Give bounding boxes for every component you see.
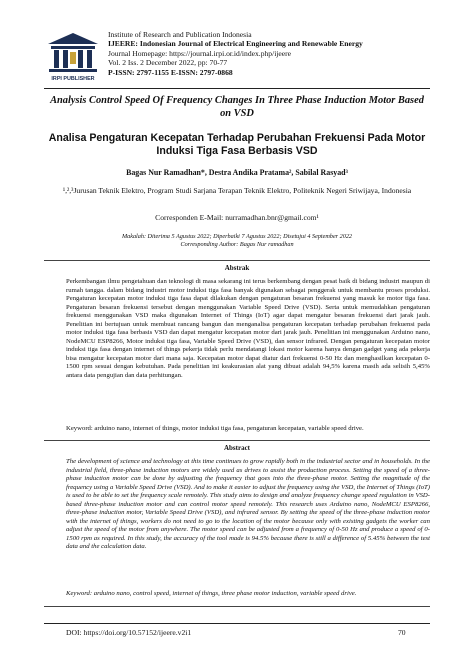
header-divider <box>44 88 430 89</box>
abstract-heading: Abstract <box>223 444 251 452</box>
journal-name: IJEERE: Indonesian Journal of Electrical Engineering and Renewable Energy <box>108 39 363 49</box>
abstract-bottom-rule <box>44 606 430 607</box>
doi-line <box>66 628 191 637</box>
doi-label: DOI: <box>66 628 84 637</box>
received-dates: Makalah: Diterima 5 Agustus 2022; Diperbaiki 7 Agustus 2022; Disetujui 4 September 2022 <box>121 233 353 240</box>
abstrak-keywords: Keyword: arduino nano, internet of things, motor induksi tiga fasa, pengaturan kecepatan, variable speed drive. <box>66 425 364 432</box>
irpi-publisher-logo <box>44 30 102 84</box>
title-indonesian: Analisa Pengaturan Kecepatan Terhadap Perubahan Frekuensi Pada Motor Induksi Tiga Fasa Berbasis VSD <box>48 132 426 157</box>
page-number: 70 <box>398 628 406 637</box>
title-english: Analysis Control Speed Of Frequency Changes In Three Phase Induction Motor Based on VSD <box>50 95 424 119</box>
corresponding-author: Corresponding Author: Bagas Nur ramadhan <box>180 241 294 248</box>
abstrak-heading: Abstrak <box>224 264 250 272</box>
corresponding-email: Corresponden E-Mail: nurramadhan.bnr@gmail.com¹ <box>155 213 319 222</box>
abstrak-top-rule <box>44 260 430 261</box>
footer-divider <box>44 623 430 624</box>
author-list: Bagas Nur Ramadhan*, Destra Andika Pratama², Sabilal Rasyad³ <box>126 168 348 177</box>
volume-info: Vol. 2 Iss. 2 December 2022, pp: 70-77 <box>108 58 228 68</box>
issn-info: P-ISSN: 2797-1155 E-ISSN: 2797-0868 <box>108 67 233 77</box>
abstract-body: The development of science and technology at this time continues to grow rapidly both in the industrial sector and in households. In the industrial field, three-phase induction motors are widely used as drives to assist the production process. Setting the speed of a three-phase induction motor can be done by adjusting the frequency that goes into the three-phase motor. Setting the magnitude of the frequency using a Variable Speed Drive (VSD). And to make it easier to adjust the frequency using the VSD, the Internet of Things (IoT) is used to be able to set the frequency scale remotely. This study aims to design and analyze frequency change speed regulation in VSD-based three-phase induction motor and can control motor speed remotely. This research uses Arduino nano, NodeMCU ESP8266, three-phase induction motor, Variable Speed Drive (VSD), and infrared sensor. By setting the speed of the three-phase induction motor with the internet of things, workers do not need to go to the location of the motor because only with existing gadgets the worker can adjust the speed of the motor from anywhere. The motor speed can be adjusted from a frequency of 0-50 Hz and produce a speed of 0-1500 rpm as required. In this study, the accuracy of the tool made is 94.5% because there is still a difference of 5.45% between the test data and the calculation data. <box>66 458 430 550</box>
abstrak-body: Perkembangan ilmu pengetahuan dan teknologi di masa sekarang ini terus berkembang dengan pesat baik di bidang industri maupun di rumah tangga. dalam bidang industri motor induksi tiga fasa banyak digunakan sebagai penggerak untuk membantu proses produksi. Pengaturan kecepatan motor induksi tiga fasa dapat dilakukan dengan pengaturan besaran frekuensi yang masuk ke motor tiga fasa. Pengaturan besaran frekuensi tersebut dengan menggunakan Variable Speed Drive (VSD). Serta untuk memudahkan pengaturan frekuensi menggunakan VSD maka digunakan Internet of Things (IoT) agar dapat mengatur besaran frekuensi dari jarak jauh. Penelitian ini bertujuan untuk membuat rancang bangun dan menganalisa pengaturan kecepatan terhadap perubahan frekuensi pada motor induksi tiga fasa berbasis VSD dan dapat mengatur kecepatan motor dari jarak jauh. Penelitian ini menggunakan Arduino nano, NodeMCU ESP8266, Motor induksi tiga fasa, Variable Speed Drive (VSD), dan sensor infrared. Dengan pengaturan kecepatan motor induksi tiga fasa dengan internet of things pekerja tidak perlu mendatangi lokasi motor karena hanya dengan gadget yang ada pekerja bisa mengatur kecepatan motor dari mana saja. Kecepatan motor dapat diatur dari frekuensi 0-50 Hz dan menghasilkan kecepatan 0-1500 rpm sesuai dengan kebutuhan. Pada penelitian ini keakurasian alat yang dibuat adalah 94,5% karena masih ada selisih 5,45% antara data pengujian dan data perhitungan. <box>66 278 430 379</box>
affiliation: ¹,²,³Jurusan Teknik Elektro, Program Studi Sarjana Terapan Teknik Elektro, Politeknik Negeri Sriwijaya, Indonesia <box>62 186 412 195</box>
doi-link[interactable]: https://doi.org/10.57152/ijeere.v2i1 <box>83 628 192 637</box>
journal-info <box>108 30 363 77</box>
journal-header <box>44 30 430 84</box>
abstract-top-rule <box>44 440 430 441</box>
institute-name: Institute of Research and Publication Indonesia <box>108 30 252 39</box>
abstract-keywords: Keyword: arduino nano, control speed, internet of things, three phase motor induction, variable speed drive. <box>66 590 357 597</box>
journal-homepage-link[interactable]: Journal Homepage: https://journal.irpi.or.id/index.php/ijeere <box>108 48 292 58</box>
manuscript-dates <box>44 233 430 249</box>
logo-text: IRPI PUBLISHER <box>51 76 95 82</box>
